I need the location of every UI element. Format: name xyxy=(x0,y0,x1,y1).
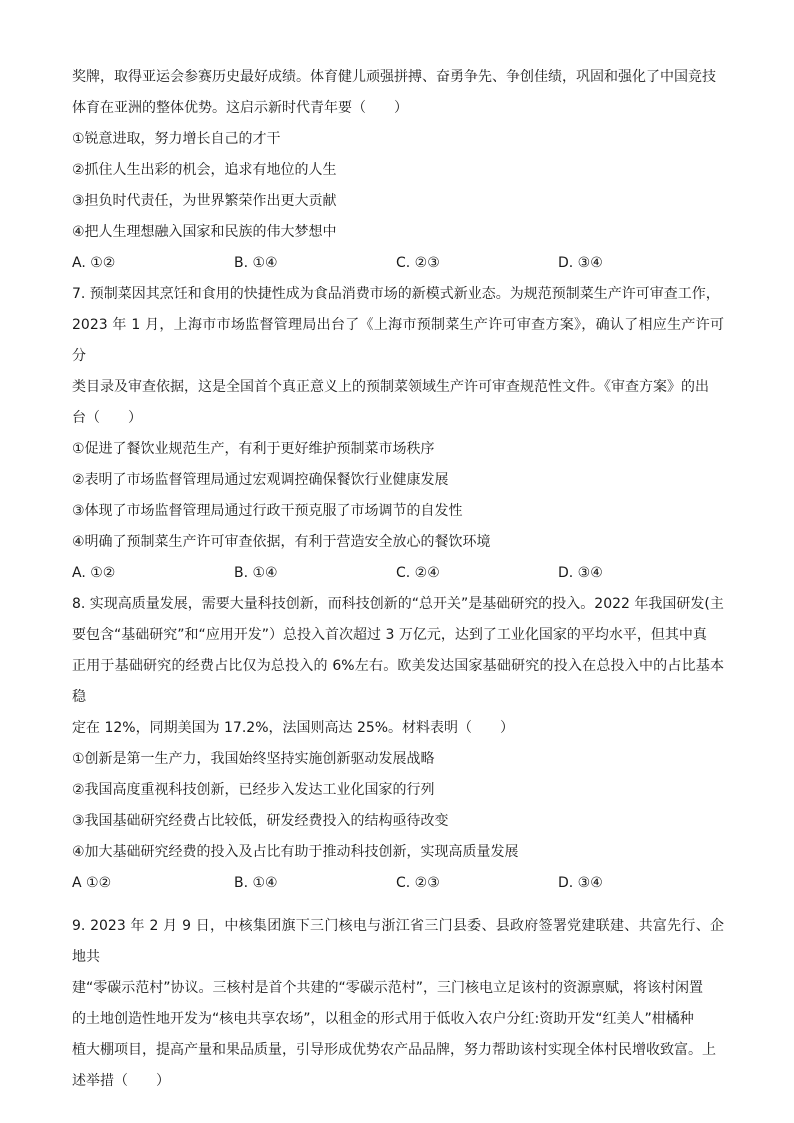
statement-option: ④把人生理想融入国家和民族的伟大梦想中 xyxy=(72,224,337,240)
statement-option: ②抓住人生出彩的机会，追求有地位的人生 xyxy=(72,162,337,178)
question-stem-line: 7. 预制菜因其烹饪和食用的快捷性成为食品消费市场的新模式新业态。为规范预制菜生产许可审查工作， xyxy=(72,286,720,302)
question-stem-line: 体育在亚洲的整体优势。这启示新时代青年要（ ） xyxy=(72,100,408,116)
question-stem-line: 奖牌，取得亚运会参赛历史最好成绩。体育健儿顽强拼搏、奋勇争先、争创佳绩，巩固和强化了中国竞技 xyxy=(72,69,716,85)
question-8 xyxy=(72,589,724,899)
question-stem-line: 植大棚项目，提高产量和果品质量，引导形成优势农产品品牌，努力帮助该村实现全体村民增收致富。上 xyxy=(72,1042,716,1058)
choice-c: C. ②③ xyxy=(396,255,440,271)
question-stem-line: 2023 年 1 月，上海市市场监督管理局出台了《上海市预制菜生产许可审查方案》，确认了相应生产许可分 xyxy=(72,317,724,364)
choice-b: B. ①④ xyxy=(234,565,278,581)
statement-option: ①锐意进取，努力增长自己的才干 xyxy=(72,131,281,147)
question-stem-line: 要包含“基础研究”和“应用开发”）总投入首次超过 3 万亿元，达到了工业化国家的平均水平，但其中真 xyxy=(72,627,707,643)
question-9 xyxy=(72,911,724,1097)
question-stem-line: 8. 实现高质量发展，需要大量科技创新，而科技创新的“总开关”是基础研究的投入。2022 年我国研发(主 xyxy=(72,596,724,612)
statement-option: ④明确了预制菜生产许可审查依据，有利于营造安全放心的餐饮环境 xyxy=(72,534,491,550)
statement-option: ②表明了市场监督管理局通过宏观调控确保餐饮行业健康发展 xyxy=(72,472,449,488)
choice-c: C. ②④ xyxy=(396,565,440,581)
choice-b: B. ①④ xyxy=(234,255,278,271)
answer-choices xyxy=(72,558,724,589)
choice-d: D. ③④ xyxy=(558,565,603,581)
exam-page xyxy=(72,62,724,1097)
answer-choices xyxy=(72,248,724,279)
choice-a: A ①② xyxy=(72,875,112,891)
statement-option: ③我国基础研究经费占比较低，研发经费投入的结构亟待改变 xyxy=(72,813,449,829)
question-stem-line: 类目录及审查依据，这是全国首个真正意义上的预制菜领域生产许可审查规范性文件。《审查方案》的出 xyxy=(72,379,709,395)
question-stem-line: 定在 12%，同期美国为 17.2%，法国则高达 25%。材料表明（ ） xyxy=(72,720,515,736)
question-stem-line: 建“零碳示范村”协议。三核村是首个共建的“零碳示范村”，三门核电立足该村的资源禀赋，将该村闲置 xyxy=(72,980,704,996)
statement-option: ①促进了餐饮业规范生产，有利于更好维护预制菜市场秩序 xyxy=(72,441,435,457)
question-stem-line: 台（ ） xyxy=(72,410,142,426)
choice-d: D. ③④ xyxy=(558,875,603,891)
statement-option: ③体现了市场监督管理局通过行政干预克服了市场调节的自发性 xyxy=(72,503,463,519)
question-stem-line: 9. 2023 年 2 月 9 日，中核集团旗下三门核电与浙江省三门县委、县政府签署党建联建、共富先行、企地共 xyxy=(72,918,724,965)
question-7 xyxy=(72,279,724,589)
choice-a: A. ①② xyxy=(72,255,116,271)
choice-a: A. ①② xyxy=(72,565,116,581)
choice-d: D. ③④ xyxy=(558,255,603,271)
answer-choices xyxy=(72,868,724,899)
question-stem-line: 正用于基础研究的经费占比仅为总投入的 6%左右。欧美发达国家基础研究的投入在总投入中的占比基本稳 xyxy=(72,658,724,705)
statement-option: ④加大基础研究经费的投入及占比有助于推动科技创新，实现高质量发展 xyxy=(72,844,519,860)
statement-option: ③担负时代责任，为世界繁荣作出更大贡献 xyxy=(72,193,337,209)
choice-c: C. ②③ xyxy=(396,875,440,891)
question-stem-line: 述举措（ ） xyxy=(72,1073,170,1089)
choice-b: B. ①④ xyxy=(234,875,278,891)
question-6 xyxy=(72,62,724,279)
question-stem-line: 的土地创造性地开发为“核电共享农场”，以租金的形式用于低收入农户分红:资助开发“红美人”柑橘种 xyxy=(72,1011,694,1027)
statement-option: ②我国高度重视科技创新，已经步入发达工业化国家的行列 xyxy=(72,782,435,798)
statement-option: ①创新是第一生产力，我国始终坚持实施创新驱动发展战略 xyxy=(72,751,435,767)
spacer xyxy=(72,899,724,911)
